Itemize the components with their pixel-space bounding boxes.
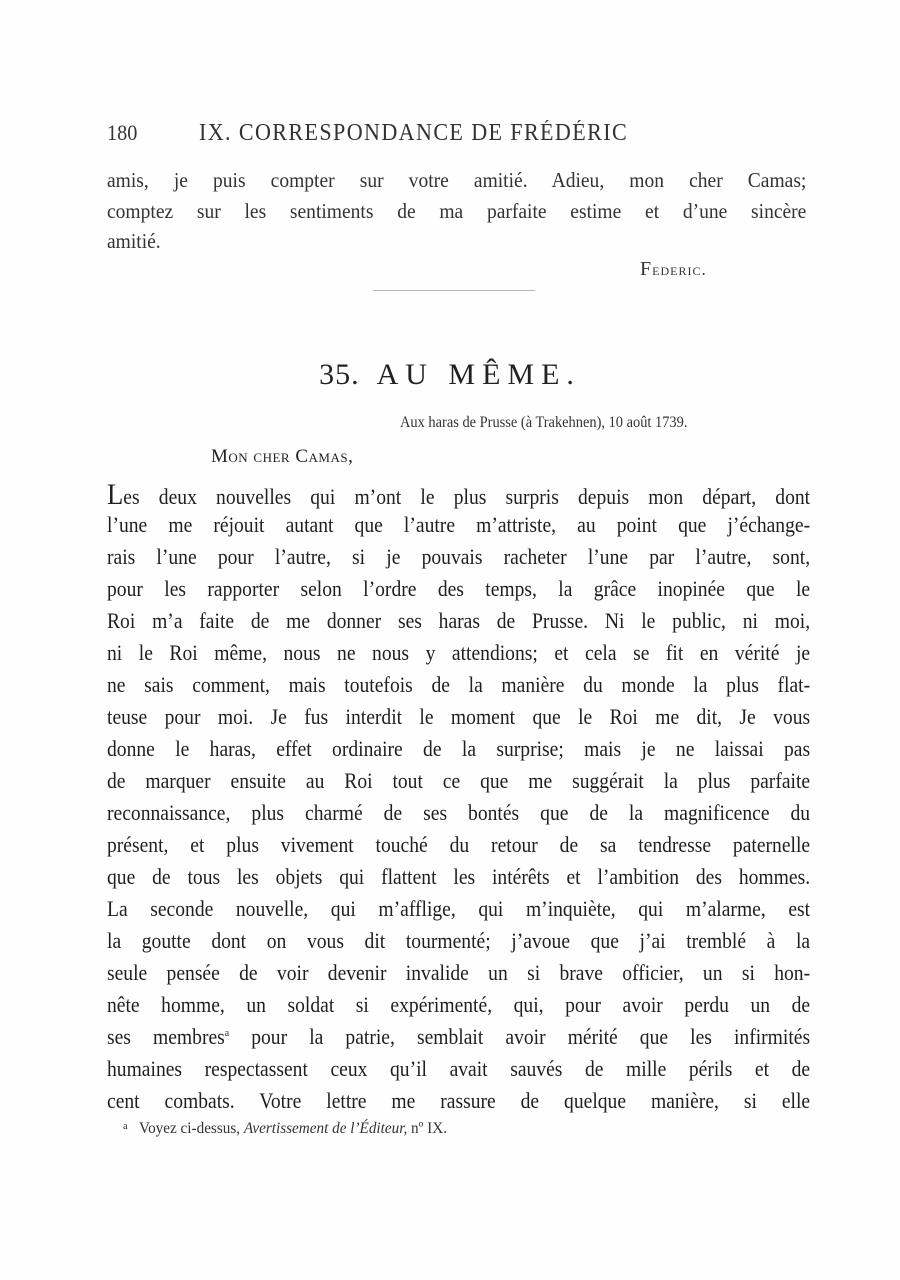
text-line: La seconde nouvelle, qui m’afflige, qui m’inquiète, qui m’alarme, est [107, 896, 811, 921]
letter-number: 35. [319, 358, 360, 391]
dateline: Aux haras de Prusse (à Trakehnen), 10 août 1739. [400, 414, 688, 431]
text-line: nête homme, un soldat si expérimenté, qui, pour avoir perdu un de [107, 992, 811, 1017]
text-line: humaines respectassent ceux qu’il avait sauvés de mille périls et de [107, 1056, 811, 1081]
text-line: présent, et plus vivement touché du retour de sa tendresse paternelle [107, 832, 811, 857]
text-line: amis, je puis compter sur votre amitié. Adieu, mon cher Camas; [107, 168, 807, 192]
text-line: teuse pour moi. Je fus interdit le moment que le Roi me dit, Je vous [107, 704, 811, 729]
footnote-mark: a [123, 1120, 128, 1132]
salutation: Mon cher Camas, [211, 446, 354, 467]
footnote-reference[interactable]: a [224, 1027, 230, 1039]
text-line: reconnaissance, plus charmé de ses bontés que de la magnificence du [107, 800, 811, 825]
text-line: amitié. [107, 229, 161, 253]
text-line: donne le haras, effet ordinaire de la surprise; mais je ne laissai pas [107, 736, 811, 761]
running-head [107, 120, 751, 147]
section-divider [373, 290, 535, 291]
text-line: rais l’une pour l’autre, si je pouvais racheter l’une par l’autre, sont, [107, 544, 811, 569]
text-line: la goutte dont on vous dit tourmenté; j’avoue que j’ai tremblé à la [107, 928, 811, 953]
text-line: ni le Roi même, nous ne nous y attendions; et cela se fit en vérité je [107, 640, 811, 665]
text-line: comptez sur les sentiments de ma parfaite estime et d’une sincère [107, 199, 807, 223]
running-head-title: IX. CORRESPONDANCE DE FRÉDÉRIC [199, 120, 629, 146]
text-line: pour les rapporter selon l’ordre des temps, la grâce inopinée que le [107, 576, 811, 601]
text-line: Les deux nouvelles qui m’ont le plus surpris depuis mon départ, dont [107, 478, 811, 511]
drop-cap: L [107, 478, 124, 511]
footnote-citation: Avertissement de l’Éditeur, [243, 1120, 408, 1137]
text-line: cent combats. Votre lettre me rassure de quelque manière, si elle [107, 1088, 811, 1113]
signature: Federic. [640, 258, 707, 280]
text-line: seule pensée de voir devenir invalide un si brave officier, un si hon- [107, 960, 811, 985]
letter-title: AU MÊME. [376, 358, 581, 391]
text-line: Roi m’a faite de me donner ses haras de Prusse. Ni le public, ni moi, [107, 608, 811, 633]
letter-heading [0, 358, 900, 392]
page-number: 180 [107, 120, 138, 145]
text-line: que de tous les objets qui flattent les intérêts et l’ambition des hommes. [107, 864, 811, 889]
text-line: de marquer ensuite au Roi tout ce que me suggérait la plus parfaite [107, 768, 811, 793]
footnote: $^a$ Voyez ci-dessus, Avertissement de l’Éditeur, nº IX. [123, 1120, 448, 1137]
text-line: ne sais comment, mais toutefois de la manière du monde la plus flat- [107, 672, 811, 697]
text-line: ses membres$^a$ pour la patrie, semblait avoir mérité que les infirmités [107, 1024, 811, 1049]
text-line: l’une me réjouit autant que l’autre m’attriste, au point que j’échange- [107, 512, 811, 537]
